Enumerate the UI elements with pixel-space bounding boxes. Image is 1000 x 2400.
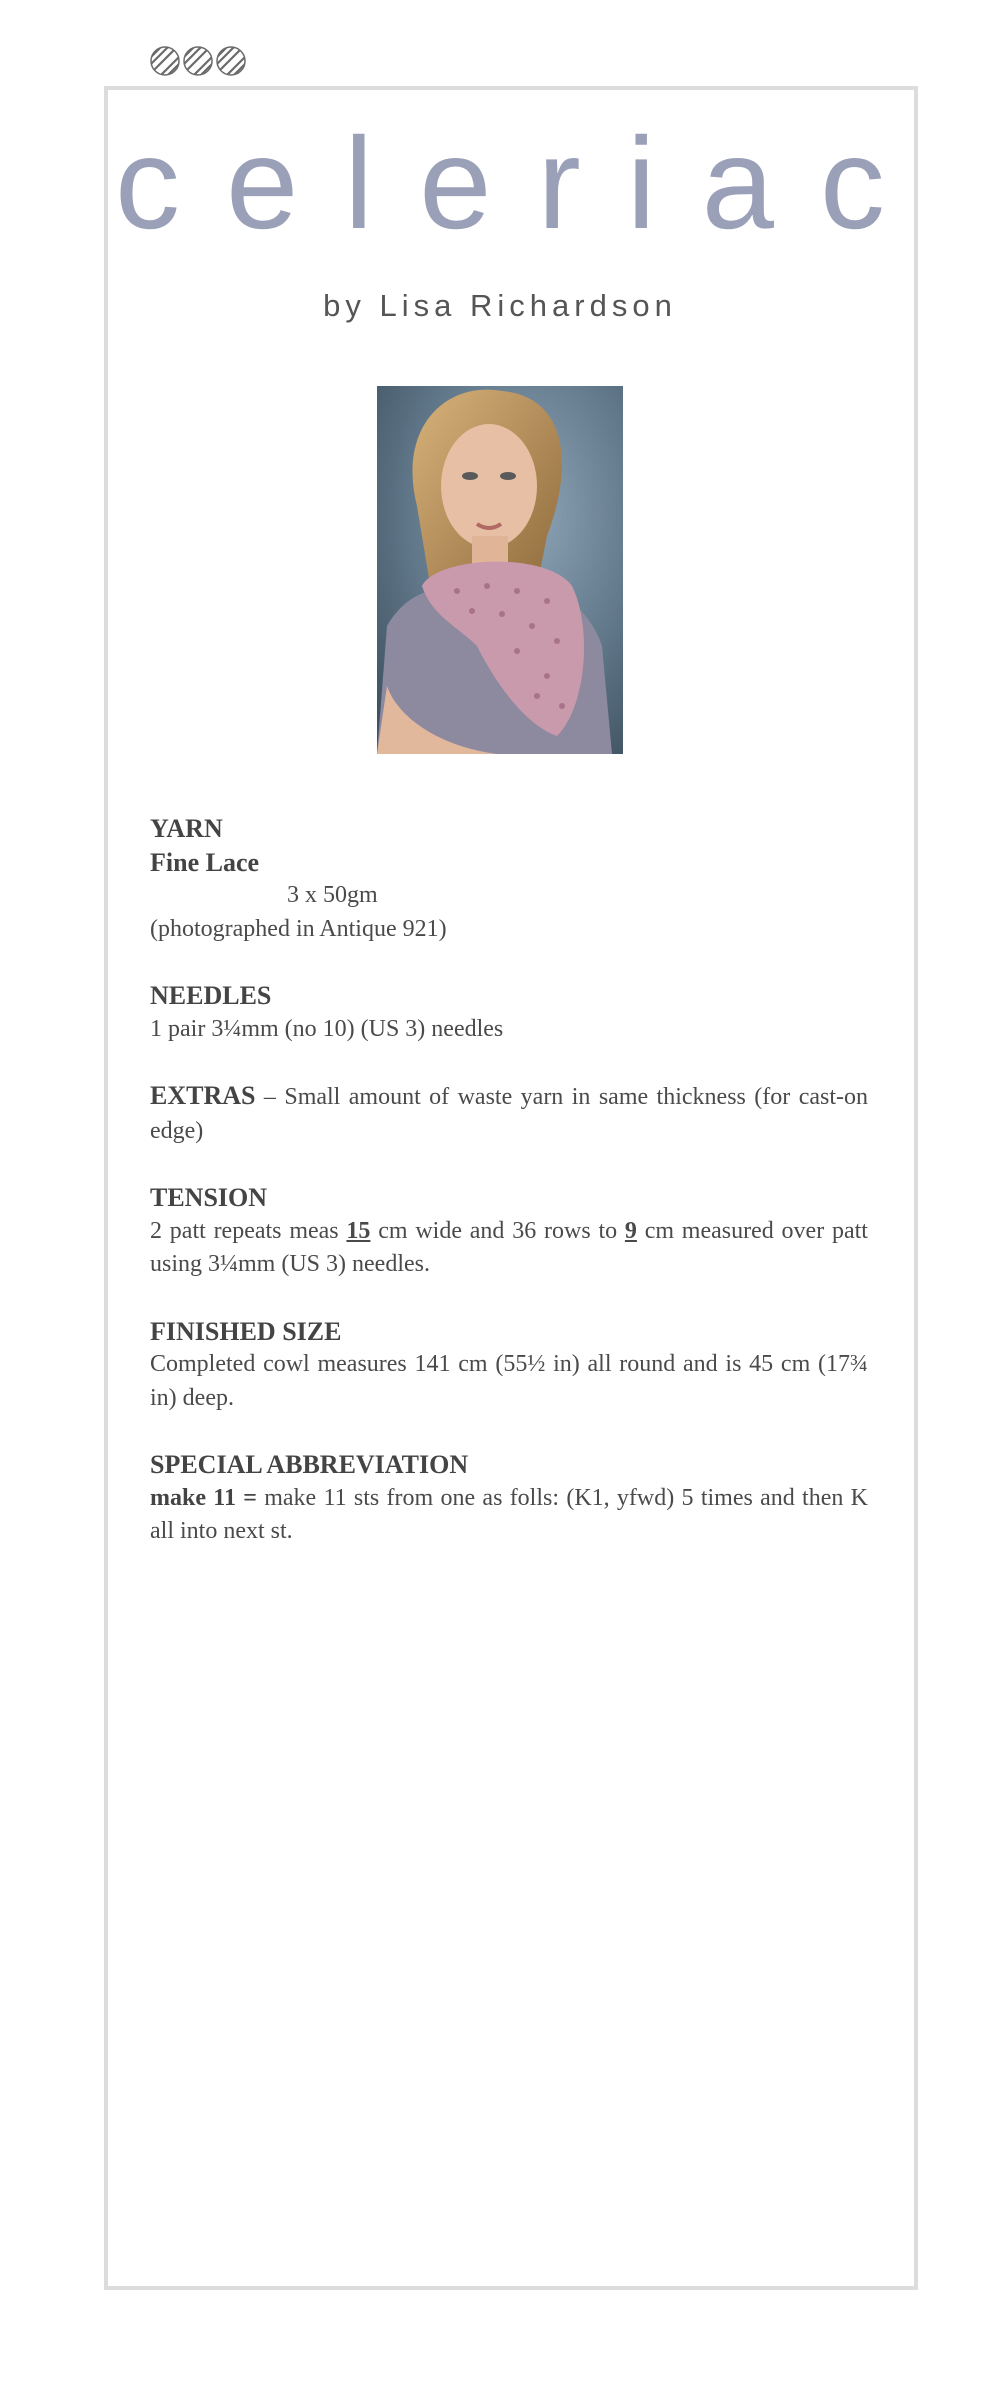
- tension-section: [150, 1181, 868, 1282]
- difficulty-rating: [150, 46, 246, 76]
- pattern-title: celeriac: [115, 110, 931, 256]
- extras-heading: EXTRAS: [150, 1081, 256, 1110]
- yarn-name: Fine Lace: [150, 847, 260, 877]
- tension-part: cm wide and 36 rows to: [370, 1217, 625, 1244]
- model-photo: [377, 386, 623, 754]
- special-abbreviation-heading: SPECIAL ABBREVIATION: [150, 1450, 469, 1479]
- finished-size-section: [150, 1315, 868, 1416]
- designer-byline: by Lisa Richardson: [323, 288, 677, 323]
- yarn-ball-icon: [216, 46, 246, 76]
- needles-section: [150, 979, 868, 1046]
- needles-heading: NEEDLES: [150, 981, 272, 1010]
- extras-section: [150, 1079, 868, 1148]
- tension-heading: TENSION: [150, 1183, 268, 1212]
- tension-part: 2 patt repeats meas: [150, 1217, 347, 1244]
- pattern-details: [150, 812, 868, 1582]
- yarn-ball-icon: [150, 46, 180, 76]
- yarn-heading: YARN: [150, 814, 223, 843]
- abbreviation-definition: make 11 sts from one as folls: (K1, yfwd) 5 times and then K all into next st.: [150, 1484, 869, 1544]
- yarn-note: (photographed in Antique 921): [150, 915, 447, 942]
- yarn-ball-icon: [183, 46, 213, 76]
- abbreviation-term: make 11 =: [150, 1484, 257, 1511]
- tension-stitch-width: 15: [346, 1217, 371, 1244]
- tension-text: [150, 1215, 868, 1282]
- yarn-amount: 3 x 50gm: [287, 882, 378, 908]
- extras-text: – Small amount of waste yarn in same thickness (for cast-on edge): [150, 1084, 869, 1144]
- finished-size-heading: FINISHED SIZE: [150, 1316, 342, 1346]
- yarn-section: [150, 812, 868, 946]
- tension-row-length: 9: [624, 1217, 637, 1244]
- finished-size-text: Completed cowl measures 141 cm (55½ in) all round and is 45 cm (17¾ in) deep.: [150, 1351, 868, 1411]
- tension-part: cm measured over patt using 3¼mm (US 3) needles.: [150, 1217, 868, 1277]
- needles-text: 1 pair 3¼mm (no 10) (US 3) needles: [150, 1015, 504, 1042]
- special-abbreviation-section: [150, 1448, 868, 1549]
